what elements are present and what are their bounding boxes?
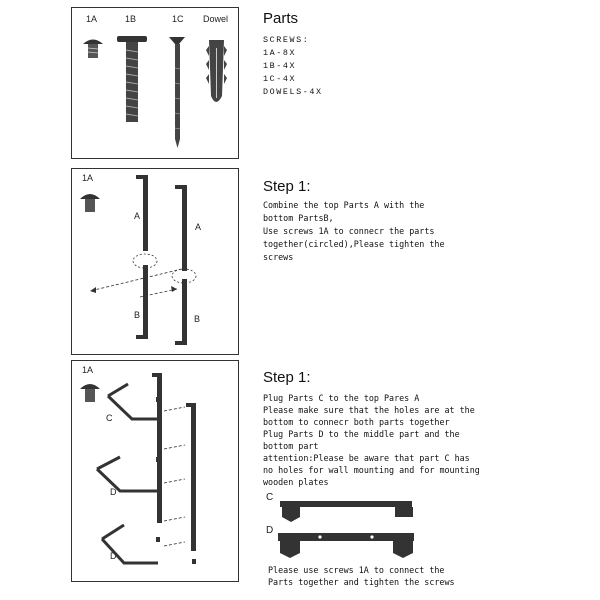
left-column-icon — [152, 373, 162, 523]
step1-line-1: Combine the top Parts A with the — [263, 200, 425, 210]
part-label-dowel: Dowel — [203, 14, 229, 24]
dowel-icon — [206, 40, 227, 102]
screw-1b-icon — [117, 36, 147, 122]
screws-label: SCREWS: — [263, 35, 310, 45]
parts-illustration-panel — [71, 7, 239, 159]
step2-screw-label: 1A — [82, 365, 94, 375]
parts-drawing — [72, 8, 238, 158]
step2-line-2: Please make sure that the holes are at the — [263, 405, 475, 415]
part-label-1b: 1B — [125, 14, 137, 24]
part-d-label-middle: D — [110, 487, 117, 497]
parts-title: Parts — [263, 10, 299, 27]
part-a-left-icon — [136, 175, 148, 251]
part-d-label-bottom: D — [110, 551, 117, 561]
step2-line-4: Plug Parts D to the middle part and the — [263, 429, 460, 439]
step2-line-1: Plug Parts C to the top Pares A — [263, 393, 420, 403]
step1-illustration-panel — [71, 168, 239, 355]
screw-1a-icon — [80, 194, 100, 212]
step1-title: Step 1: — [263, 178, 311, 195]
part-label-1c: 1C — [172, 14, 184, 24]
step2-line-6: attention:Please be aware that part C has — [263, 453, 470, 463]
part-label-1a: 1A — [86, 14, 98, 24]
part-d-middle-bracket-icon — [97, 457, 158, 491]
part-b-label-right: B — [194, 314, 201, 324]
step2-line-8: wooden plates — [263, 477, 329, 487]
step1-screw-label: 1A — [82, 173, 94, 183]
part-b-label-left: B — [134, 310, 141, 320]
parts-list-item-1c: 1C-4X — [263, 74, 297, 84]
screw-1a-icon — [83, 40, 103, 59]
step1-drawing — [72, 169, 238, 354]
part-c-bar-icon — [280, 501, 413, 522]
part-d-bar-icon — [278, 533, 414, 558]
parts-list-item-1a: 1A-8X — [263, 48, 297, 58]
step2-title: Step 1: — [263, 369, 311, 386]
step2-line-7: no holes for wall mounting and for mounting — [263, 465, 480, 475]
step1-line-2: bottom PartsB, — [263, 213, 334, 223]
step2-drawing — [72, 361, 238, 581]
part-b-left-icon — [136, 265, 148, 339]
part-c-label: C — [106, 413, 113, 423]
part-a-label-right: A — [195, 222, 202, 232]
step2-footer-line-1: Please use screws 1A to connect the — [268, 565, 445, 575]
screw-1c-icon — [169, 37, 185, 148]
part-d-bottom-bracket-icon — [102, 525, 158, 563]
right-column-icon — [186, 403, 196, 551]
step1-line-5: screws — [263, 252, 294, 262]
part-d-small-label: D — [266, 525, 274, 536]
step2-footer-line-2: Parts together and tighten the screws — [268, 577, 455, 587]
step1-line-3: Use screws 1A to connecr the parts — [263, 226, 435, 236]
screw-1a-icon — [80, 384, 100, 402]
step2-line-5: bottom part — [263, 441, 319, 451]
parts-list-item-dowels: DOWELS-4X — [263, 87, 323, 97]
step2-illustration-panel — [71, 360, 239, 582]
step2-line-3: bottom to connecr both parts together — [263, 417, 450, 427]
part-c-bracket-icon — [108, 384, 158, 419]
step1-line-4: together(circled),Please tighten the — [263, 239, 445, 249]
parts-c-d-drawing — [275, 492, 425, 567]
part-a-label-left: A — [134, 211, 141, 221]
parts-list-item-1b: 1B-4X — [263, 61, 297, 71]
part-a-right-icon — [175, 185, 187, 271]
part-c-small-label: C — [266, 492, 274, 503]
